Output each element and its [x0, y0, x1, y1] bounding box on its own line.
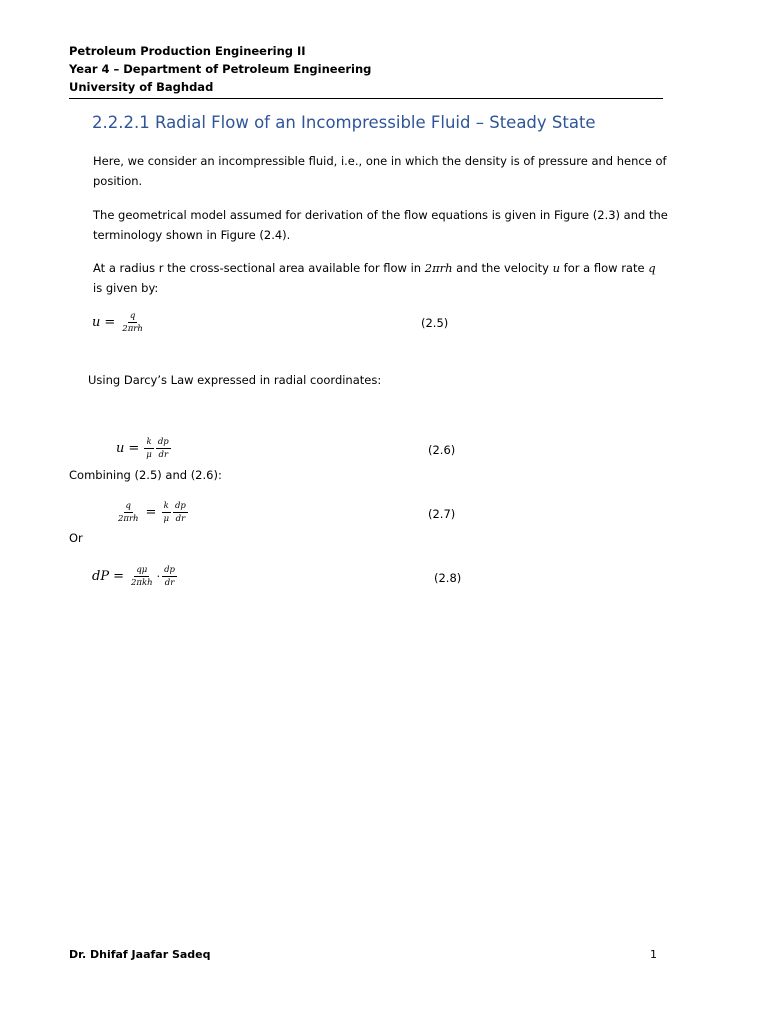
- paragraph-radius-velocity: [93, 258, 668, 298]
- p3-text-b: and the velocity: [452, 261, 553, 275]
- eq27-f2-denominator: dr: [175, 514, 186, 524]
- p3-text-c: for a flow rate: [560, 261, 649, 275]
- footer-author: Dr. Dhifaf Jaafar Sadeq: [69, 948, 211, 961]
- eq27-f1-numerator: k: [163, 501, 169, 511]
- section-heading: 2.2.2.1 Radial Flow of an Incompressible Fluid – Steady State: [92, 113, 596, 132]
- equation-2-8: [92, 565, 178, 588]
- p3-velocity-symbol: u: [552, 261, 561, 275]
- eq26-equals: =: [128, 441, 140, 456]
- eq28-f1-numerator: qμ: [136, 565, 148, 575]
- equation-2-7: [115, 501, 189, 524]
- footer-page-number: 1: [650, 948, 657, 961]
- equation-number-2-5: (2.5): [421, 316, 449, 330]
- eq25-denominator: 2πrh: [122, 324, 143, 334]
- eq26-fraction-dp-dr: [156, 437, 171, 460]
- eq25-lhs: u: [92, 315, 101, 330]
- eq27-fraction-k-mu: [161, 501, 171, 524]
- equation-2-5: [92, 311, 146, 334]
- equation-number-2-7: (2.7): [428, 507, 456, 521]
- university-line: University of Baghdad: [69, 80, 214, 94]
- eq28-f1-denominator: 2πkh: [130, 578, 153, 588]
- eq27-fraction-dp-dr: [173, 501, 188, 524]
- eq27-l-numerator: q: [125, 501, 131, 511]
- eq25-fraction: [120, 311, 145, 334]
- eq28-fraction-dp-dr: [162, 565, 177, 588]
- eq26-f2-numerator: dp: [157, 437, 169, 447]
- paragraph-geometric-model: The geometrical model assumed for derivation of the flow equations is given in Figure (2.3) and the terminology shown in Figure (2.4).: [93, 208, 668, 242]
- eq28-fraction-qmu: [129, 565, 155, 588]
- eq27-f1-denominator: μ: [163, 514, 169, 524]
- eq27-equals: =: [145, 505, 157, 520]
- eq27-f2-numerator: dp: [174, 501, 186, 511]
- eq25-numerator: q: [129, 311, 136, 321]
- eq28-f2-denominator: dr: [164, 578, 175, 588]
- eq26-lhs: u: [116, 441, 125, 456]
- eq26-f1-denominator: μ: [146, 450, 152, 460]
- eq26-fraction-k-mu: [144, 437, 154, 460]
- course-title: Petroleum Production Engineering II: [69, 44, 306, 58]
- department-line: Year 4 – Department of Petroleum Engineering: [69, 62, 372, 76]
- p3-area-symbol: 2πrh: [424, 261, 453, 275]
- eq28-f2-numerator: dp: [164, 565, 175, 575]
- eq28-multiply-dot: ·: [156, 570, 161, 583]
- p3-text-a: At a radius r the cross-sectional area available for flow in: [93, 261, 425, 275]
- equation-number-2-8: (2.8): [434, 571, 462, 585]
- eq26-f1-numerator: k: [146, 437, 152, 447]
- combining-label: Combining (2.5) and (2.6):: [69, 468, 222, 482]
- or-label: Or: [69, 531, 83, 545]
- eq28-equals: =: [113, 569, 124, 584]
- eq27-l-denominator: 2πrh: [118, 514, 139, 524]
- eq25-equals: =: [104, 315, 116, 330]
- equation-number-2-6: (2.6): [428, 443, 456, 457]
- eq26-f2-denominator: dr: [158, 450, 169, 460]
- eq28-lhs: dP: [92, 569, 110, 584]
- eq27-fraction-q: [116, 501, 141, 524]
- p3-text-d: is given by:: [93, 281, 159, 295]
- header-divider: [69, 98, 663, 99]
- equation-2-6: [116, 437, 172, 460]
- paragraph-incompressible: Here, we consider an incompressible fluid, i.e., one in which the density is of pressure and hence of position.: [93, 154, 667, 188]
- document-header: [69, 42, 663, 96]
- darcy-law-label: Using Darcy’s Law expressed in radial coordinates:: [88, 373, 382, 387]
- p3-rate-symbol: q: [648, 261, 656, 275]
